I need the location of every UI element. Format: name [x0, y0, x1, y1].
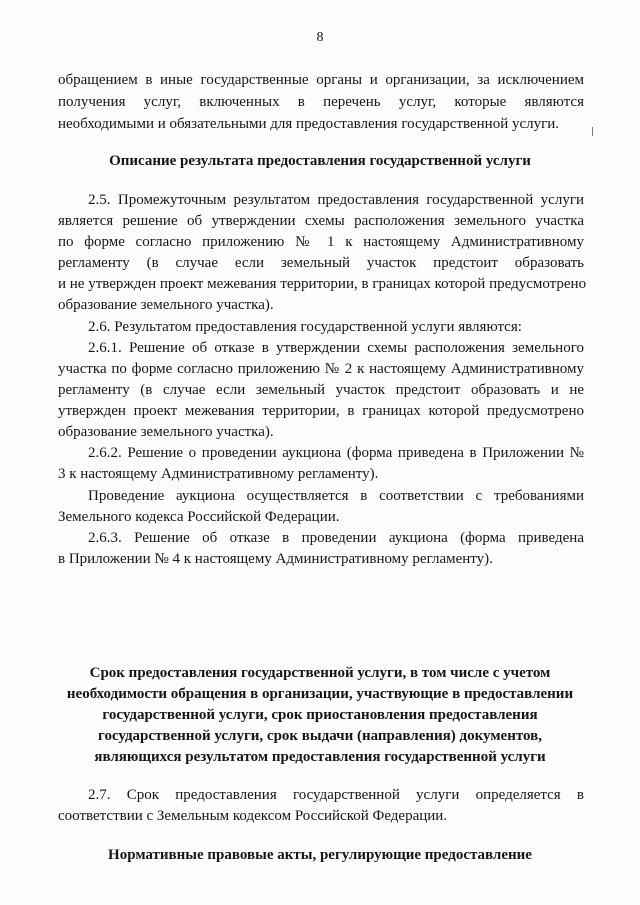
heading-term-line: являющихся результатом предоставления государственной услуги: [94, 749, 546, 765]
paragraph-2-6-1-line: регламенту (в случае если земельный участок предстоит образовать и не: [58, 382, 584, 398]
paragraph-2-5-line: 2.5. Промежуточным результатом предоставления государственной услуги: [88, 192, 584, 208]
paragraph-2-5-line: по форме согласно приложению № 1 к настоящему Административному: [58, 234, 584, 250]
paragraph-2-6-1-line: участка по форме согласно приложению № 2 к настоящему Административному: [58, 361, 584, 377]
paragraph-2-6-1-line: образование земельного участка).: [58, 424, 274, 440]
intro-line: получения услуг, включенных в перечень услуг, которые являются: [58, 94, 584, 110]
paragraph-auction-line: Земельного кодекса Российской Федерации.: [58, 509, 340, 525]
paragraph-2-5-line: регламенту (в случае если земельный участок предстоит образовать: [58, 255, 584, 271]
paragraph-2-6-2-line: 3 к настоящему Административному регламенту).: [58, 466, 379, 482]
heading-term-line: необходимости обращения в организации, участвующие в предоставлении: [66, 686, 574, 702]
paragraph-2-7-line: 2.7. Срок предоставления государственной услуги определяется в: [88, 787, 584, 803]
heading-term-line: государственной услуги, срок выдачи (направления) документов,: [98, 728, 542, 744]
margin-mark: [592, 127, 593, 136]
page-number: 8: [316, 30, 324, 45]
paragraph-2-6-3-line: в Приложении № 4 к настоящему Административному регламенту).: [58, 551, 493, 567]
heading-term-line: государственной услуги, срок приостановления предоставления: [102, 707, 538, 723]
paragraph-2-5-line: образование земельного участка).: [58, 297, 274, 313]
paragraph-2-5-line: является решение об утверждении схемы расположения земельного участка: [58, 213, 584, 229]
paragraph-2-6-2-line: 2.6.2. Решение о проведении аукциона (форма приведена в Приложении №: [88, 445, 584, 461]
paragraph-2-7-line: соответствии с Земельным кодексом Российской Федерации.: [58, 808, 448, 824]
heading-term-line: Срок предоставления государственной услуги, в том числе с учетом: [89, 665, 551, 681]
paragraph-auction-line: Проведение аукциона осуществляется в соответствии с требованиями: [88, 488, 584, 504]
intro-line: необходимыми и обязательными для предоставления государственной услуги.: [58, 116, 560, 132]
paragraph-2-6: 2.6. Результатом предоставления государственной услуги являются:: [88, 319, 522, 335]
intro-line: обращением в иные государственные органы и организации, за исключением: [58, 72, 584, 88]
heading-result: Описание результата предоставления государственной услуги: [109, 153, 531, 169]
paragraph-2-6-3-line: 2.6.3. Решение об отказе в проведении аукциона (форма приведена: [88, 530, 584, 546]
paragraph-2-6-1-line: утвержден проект межевания территории, в границах которой предусмотрено: [58, 403, 584, 419]
paragraph-2-6-1-line: 2.6.1. Решение об отказе в утверждении схемы расположения земельного: [88, 340, 584, 356]
heading-acts: Нормативные правовые акты, регулирующие предоставление: [108, 847, 532, 863]
paragraph-2-5-line: и не утвержден проект межевания территории, в границах которой предусмотрено: [58, 276, 587, 292]
